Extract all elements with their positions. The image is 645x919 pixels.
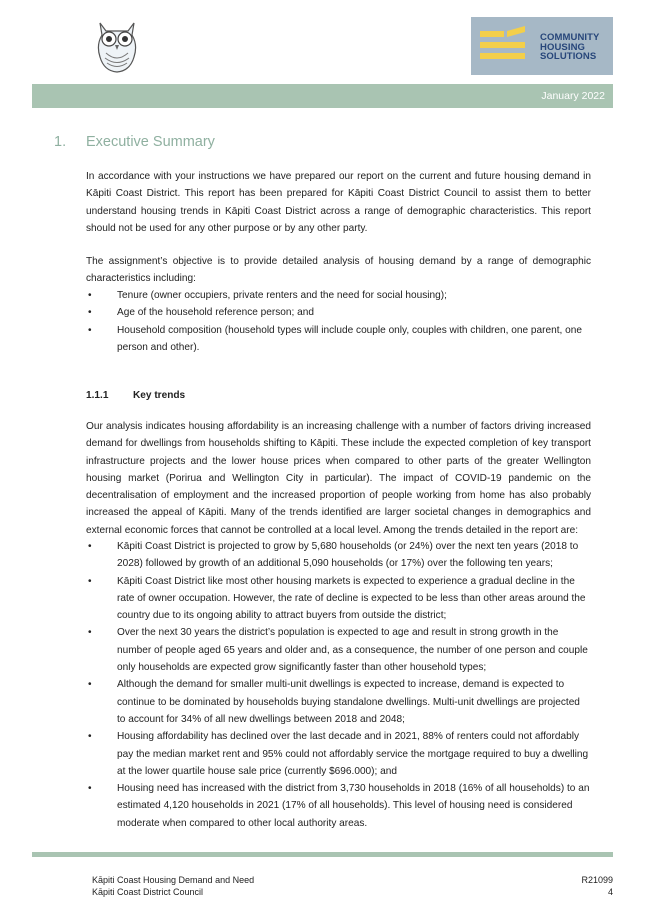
list-item: • Kāpiti Coast District is projected to grow by 5,680 households (or 24%) over the next ten years (2018 to 2028) followed by growth of an additional 5,090 households (or 17%) over the following ten years; bbox=[86, 538, 591, 573]
community-housing-solutions-logo bbox=[471, 17, 613, 75]
footer-right bbox=[581, 874, 613, 898]
key-trends-list bbox=[86, 538, 591, 832]
section-title: Executive Summary bbox=[86, 134, 215, 150]
key-trends-paragraph: Our analysis indicates housing affordability is an increasing challenge with a number of factors driving increased demand for dwellings from households shifting to Kāpiti. These include the expected completion of key transport infrastructure projects and the lower house prices when compared to other parts of the greater Wellington housing market (Porirua and Wellington City in particular). The impact of COVID-19 pandemic on the decentralisation of employment and the increased proportion of people working from home has also probably increased the appeal of Kāpiti. Many of the trends identified are larger societal changes in demographics and external economic forces that cannot be controlled at a local level. Among the trends detailed in the report are: bbox=[86, 421, 591, 536]
footer-left bbox=[92, 874, 254, 898]
intro-paragraph: In accordance with your instructions we have prepared our report on the current and future housing demand in Kāpiti Coast District. This report has been prepared for Kāpiti Coast District Council to assist them to better understand housing trends in Kāpiti Coast District across a range of demographic characteristics. This report should not be used for any other purpose or by any other party. bbox=[86, 171, 591, 234]
footer-bar bbox=[32, 852, 613, 857]
report-date: January 2022 bbox=[541, 90, 605, 102]
subsection-number: 1.1.1 bbox=[86, 390, 109, 401]
list-item: • Although the demand for smaller multi-unit dwellings is expected to increase, demand is expected to continue to be dominated by households buying standalone dwellings. Multi-unit dwellings are projected to account for 34% of all new dwellings between 2018 and 2048; bbox=[86, 676, 591, 728]
section-number: 1. bbox=[54, 134, 67, 150]
footer-client: Kāpiti Coast District Council bbox=[92, 887, 204, 897]
subsection-heading bbox=[86, 390, 186, 401]
page-number: 4 bbox=[607, 887, 613, 897]
logo-text: COMMUNITY HOUSING SOLUTIONS bbox=[540, 32, 600, 62]
characteristics-list bbox=[86, 287, 591, 356]
subsection-title: Key trends bbox=[133, 390, 186, 401]
list-item: • Household composition (household types will include couple only, couples with children, one parent, one person and other). bbox=[86, 322, 591, 357]
list-item: • Housing need has increased with the district from 3,730 households in 2018 (16% of all households) to an estimated 4,120 households in 2021 (17% of all households). This level of housing need is considered moderate when compared to other local authority areas. bbox=[86, 780, 591, 832]
list-item: • Age of the household reference person; and bbox=[86, 304, 591, 321]
footer-report-title: Kāpiti Coast Housing Demand and Need bbox=[92, 875, 255, 885]
list-item: • Over the next 30 years the district’s population is expected to age and result in strong growth in the number of people aged 65 years and older and, as a consequence, the number of one person and couple only households are expected grow significantly faster than other household types; bbox=[86, 624, 591, 676]
list-item: • Kāpiti Coast District like most other housing markets is expected to experience a gradual decline in the rate of owner occupation. However, the rate of decline is expected to be less than other areas around the country due to its ongoing ability to attract buyers from outside the district; bbox=[86, 573, 591, 625]
owl-logo bbox=[92, 17, 142, 75]
header-bar bbox=[32, 84, 613, 108]
list-item: • Tenure (owner occupiers, private renters and the need for social housing); bbox=[86, 287, 591, 304]
list-item: • Housing affordability has declined over the last decade and in 2021, 88% of renters could not affordably pay the median market rent and 95% could not affordably service the mortgage required to buy a dwelling at the lower quartile house sale price (currently $696.000); and bbox=[86, 728, 591, 780]
footer-report-code: R21099 bbox=[581, 875, 613, 885]
objective-paragraph: The assignment’s objective is to provide detailed analysis of housing demand by a range of demographic characteristics including: bbox=[86, 256, 591, 285]
